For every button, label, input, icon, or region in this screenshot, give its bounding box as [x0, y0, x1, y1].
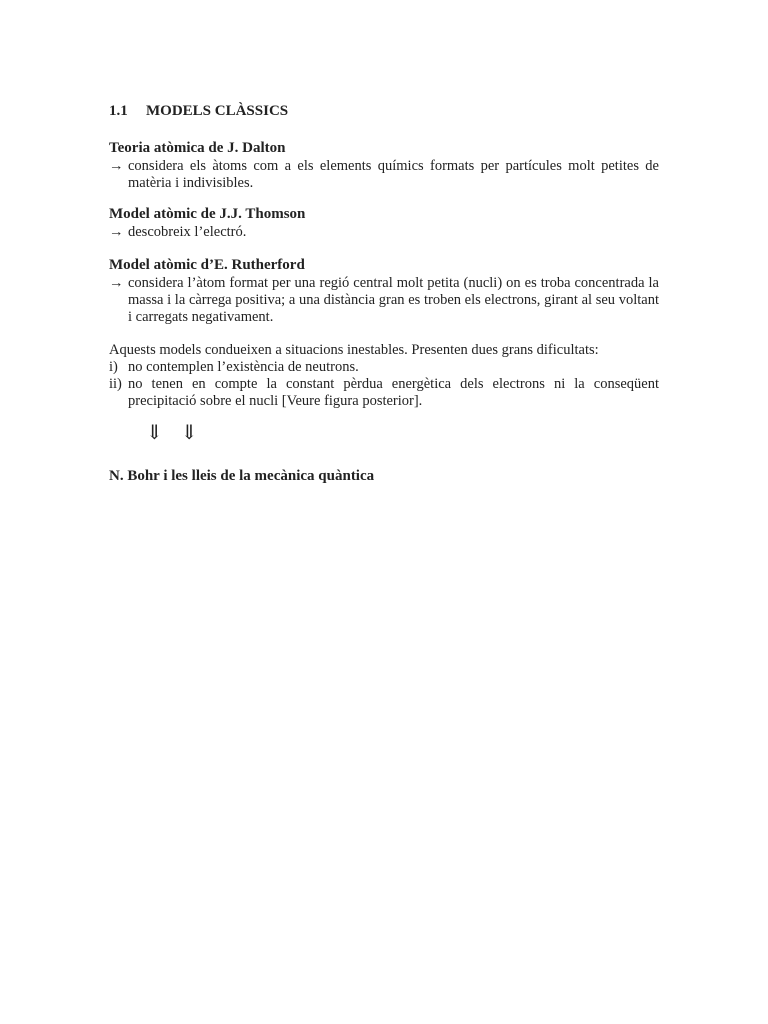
rutherford-block [109, 256, 659, 326]
thomson-block [109, 205, 659, 241]
list-item [109, 376, 659, 410]
bohr-heading: N. Bohr i les lleis de la mecànica quàntica [109, 468, 375, 484]
dalton-heading: Teoria atòmica de J. Dalton [109, 140, 286, 156]
double-arrow-down-icon: ⇓ [180, 422, 198, 444]
thomson-heading: Model atòmic de J.J. Thomson [109, 206, 306, 222]
rutherford-item [109, 275, 659, 326]
rutherford-heading: Model atòmic d’E. Rutherford [109, 257, 305, 273]
down-arrows [146, 422, 216, 444]
dalton-item [109, 158, 659, 192]
dalton-text: considera els àtoms com a els elements químics formats per partícules molt petites de matèria i indivisibles. [128, 158, 659, 191]
list-item-text: no contemplen l’existència de neutrons. [128, 359, 359, 375]
arrow-right-icon: → [109, 224, 124, 240]
section-number: 1.1 [109, 103, 128, 119]
arrow-right-icon: → [109, 275, 124, 291]
thomson-text: descobreix l’electró. [128, 224, 247, 240]
section-heading [109, 103, 288, 120]
arrow-right-icon: → [109, 158, 124, 174]
dalton-block [109, 139, 659, 192]
problems-block [109, 342, 659, 410]
list-marker: ii) [109, 376, 122, 392]
list-item-text: no tenen en compte la constant pèrdua energètica dels electrons ni la conseqüent precipitació sobre el nucli [Veure figura posterior]. [128, 376, 659, 409]
list-marker: i) [109, 359, 118, 375]
list-item [109, 359, 659, 376]
problems-intro: Aquests models condueixen a situacions inestables. Presenten dues grans dificultats: [109, 342, 599, 358]
section-title: MODELS CLÀSSICS [146, 103, 289, 119]
thomson-item [109, 224, 659, 241]
rutherford-text: considera l’àtom format per una regió central molt petita (nucli) on es troba concentrada la massa i la càrrega positiva; a una distància gran es troben els electrons, girant al seu voltant i carregats negativament. [128, 275, 659, 325]
double-arrow-down-icon: ⇓ [146, 422, 163, 444]
